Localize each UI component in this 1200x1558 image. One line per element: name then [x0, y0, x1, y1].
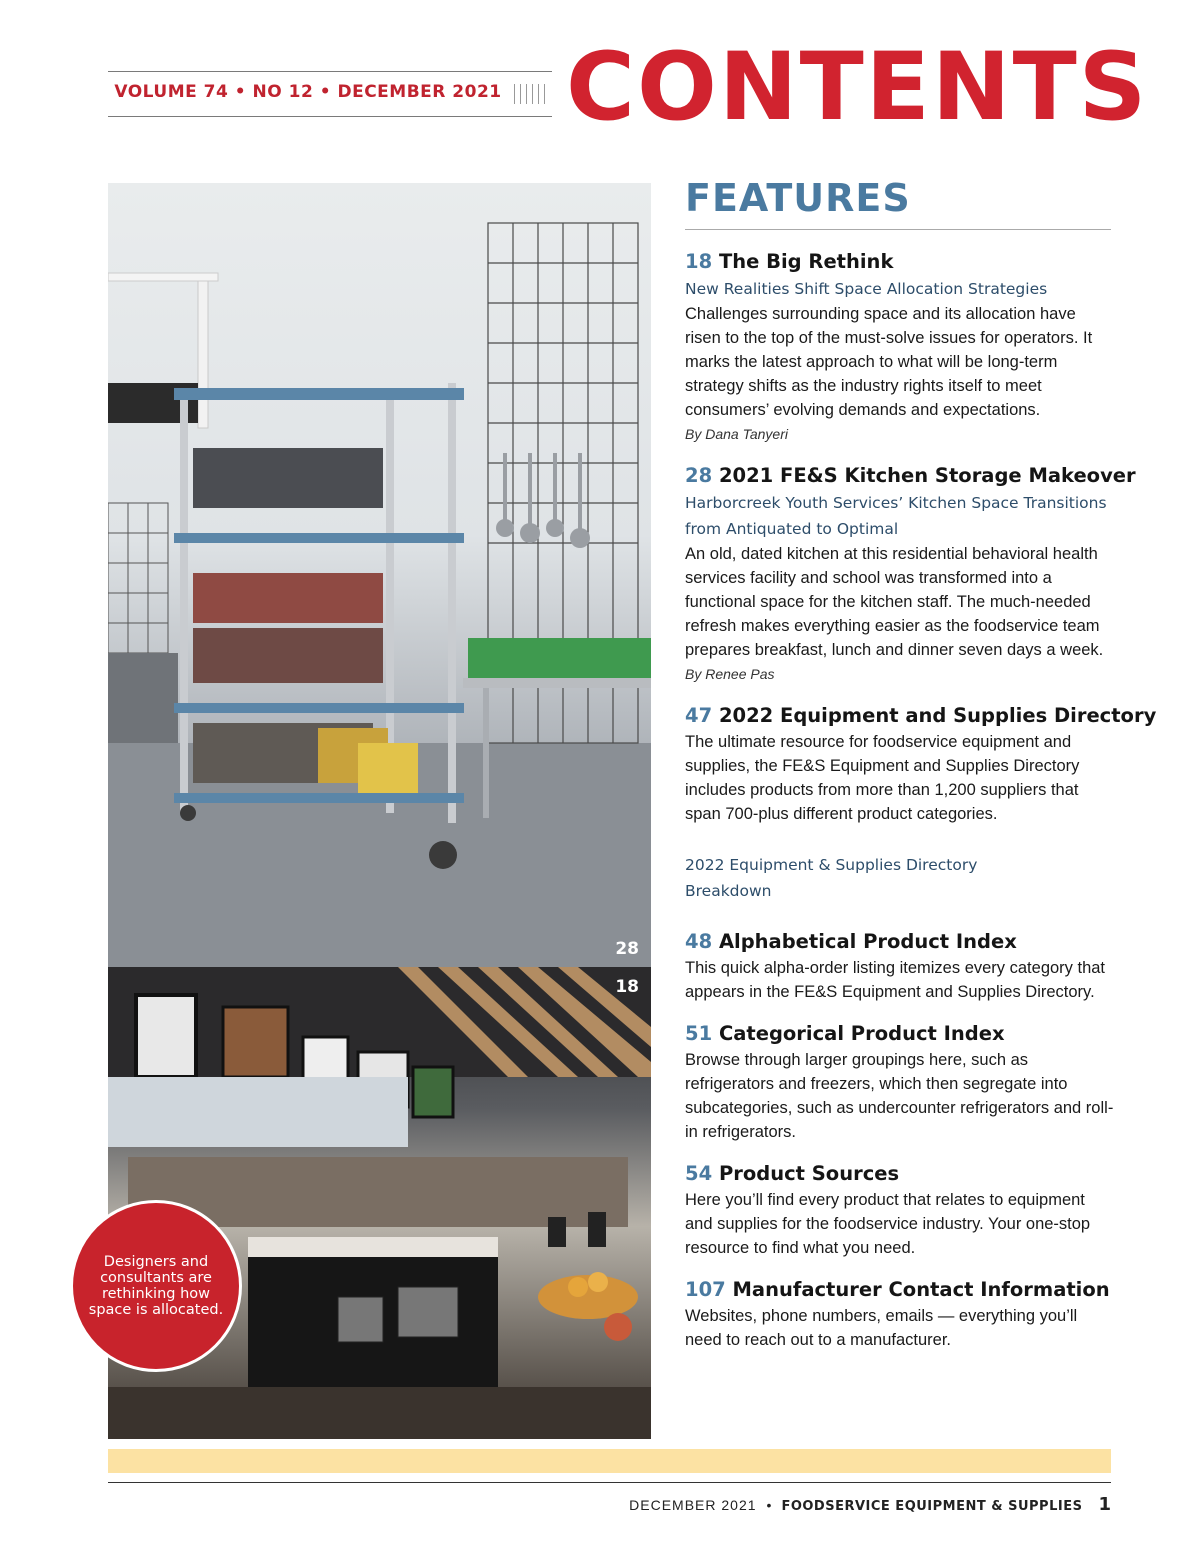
- feature-title[interactable]: Manufacturer Contact Information: [732, 1278, 1110, 1301]
- feature-heading: [685, 1276, 1115, 1304]
- feature-description: Challenges surrounding space and its allocation have risen to the top of the must-solve issues for operators. It marks the latest approach to what will be long-term strategy shifts as the industry rights itself to meet consumers’ evolving demands and expectations.: [685, 305, 1093, 419]
- feature-title[interactable]: Product Sources: [718, 1162, 900, 1185]
- feature-title[interactable]: 2021 FE&S Kitchen Storage Makeover: [718, 464, 1136, 487]
- feature-item[interactable]: [685, 1160, 1115, 1260]
- feature-item[interactable]: [685, 248, 1115, 446]
- feature-page-number: 54: [685, 1162, 713, 1185]
- photo-page-label-18: 18: [615, 977, 639, 997]
- header-tick-marks: [514, 84, 552, 104]
- feature-description: An old, dated kitchen at this residential behavioral health services facility and school was transformed into a functional space for the kitchen staff. The much-needed refresh makes everything easier as the foodservice team prepares breakfast, lunch and dinner seven days a week.: [685, 545, 1104, 659]
- feature-heading: [685, 462, 1136, 490]
- feature-subtitle: New Realities Shift Space Allocation Strategies: [685, 280, 1048, 298]
- feature-item[interactable]: [685, 928, 1115, 1004]
- cafeteria-illustration: [108, 967, 651, 1439]
- kitchen-storage-photo: [108, 183, 651, 967]
- feature-page-number: 18: [685, 250, 713, 273]
- feature-item[interactable]: [685, 1020, 1115, 1144]
- feature-page-number: 51: [685, 1022, 713, 1045]
- feature-title[interactable]: The Big Rethink: [718, 250, 894, 273]
- page-number: 1: [1098, 1494, 1111, 1515]
- feature-page-number: 28: [685, 464, 713, 487]
- feature-byline: By Renee Pas: [685, 666, 775, 682]
- feature-title[interactable]: Categorical Product Index: [718, 1022, 1005, 1045]
- callout-circle: [70, 1200, 242, 1372]
- feature-page-number: 107: [685, 1278, 726, 1301]
- cafeteria-servery-photo: [108, 967, 651, 1439]
- feature-item[interactable]: [685, 702, 1157, 826]
- callout-text: Designers and consultants are rethinking how space is allocated.: [88, 1254, 224, 1318]
- feature-description: Here you’ll find every product that relates to equipment and supplies for the foodservice industry. Your one-stop resource to find what you need.: [685, 1191, 1091, 1257]
- kitchen-storage-illustration: [108, 183, 651, 967]
- features-rule: [685, 229, 1111, 230]
- header-rule-bottom: [108, 116, 552, 117]
- footer-publication: FOODSERVICE EQUIPMENT & SUPPLIES: [781, 1499, 1083, 1514]
- feature-description: The ultimate resource for foodservice equipment and supplies, the FE&S Equipment and Supplies Directory includes products from more than 1,200 suppliers that span 700-plus different product categories.: [685, 733, 1080, 823]
- feature-description: Websites, phone numbers, emails — everything you’ll need to reach out to a manufacturer.: [685, 1307, 1078, 1349]
- feature-description: This quick alpha-order listing itemizes every category that appears in the FE&S Equipment and Supplies Directory.: [685, 959, 1106, 1001]
- feature-heading: [685, 928, 1115, 956]
- feature-description: Browse through larger groupings here, such as refrigerators and freezers, which then segregate into subcategories, such as undercounter refrigerators and roll-in refrigerators.: [685, 1051, 1114, 1141]
- footer-color-band: [108, 1449, 1111, 1473]
- feature-page-number: 47: [685, 704, 713, 727]
- footer-date: DECEMBER 2021: [629, 1497, 757, 1513]
- footer-rule: [108, 1482, 1111, 1483]
- features-heading: FEATURES: [685, 176, 911, 220]
- page-title: CONTENTS: [566, 33, 1149, 142]
- footer: [629, 1494, 1111, 1515]
- feature-heading: [685, 702, 1157, 730]
- footer-separator: •: [766, 1497, 772, 1513]
- feature-heading: [685, 1160, 1115, 1188]
- feature-byline: By Dana Tanyeri: [685, 426, 788, 442]
- directory-breakdown-subtitle: 2022 Equipment & Supplies Directory Breakdown: [685, 856, 978, 900]
- feature-title[interactable]: 2022 Equipment and Supplies Directory: [718, 704, 1157, 727]
- feature-item[interactable]: [685, 1276, 1115, 1352]
- feature-heading: [685, 1020, 1115, 1048]
- volume-line: VOLUME 74 • NO 12 • DECEMBER 2021: [114, 82, 502, 102]
- feature-item[interactable]: [685, 462, 1136, 686]
- photo-page-label-28: 28: [615, 939, 639, 959]
- feature-subtitle: Harborcreek Youth Services’ Kitchen Space Transitions from Antiquated to Optimal: [685, 494, 1107, 538]
- feature-page-number: 48: [685, 930, 713, 953]
- feature-title[interactable]: Alphabetical Product Index: [718, 930, 1017, 953]
- header-rule-top: [108, 71, 552, 72]
- feature-heading: [685, 248, 1115, 276]
- features-list: [685, 248, 1157, 1368]
